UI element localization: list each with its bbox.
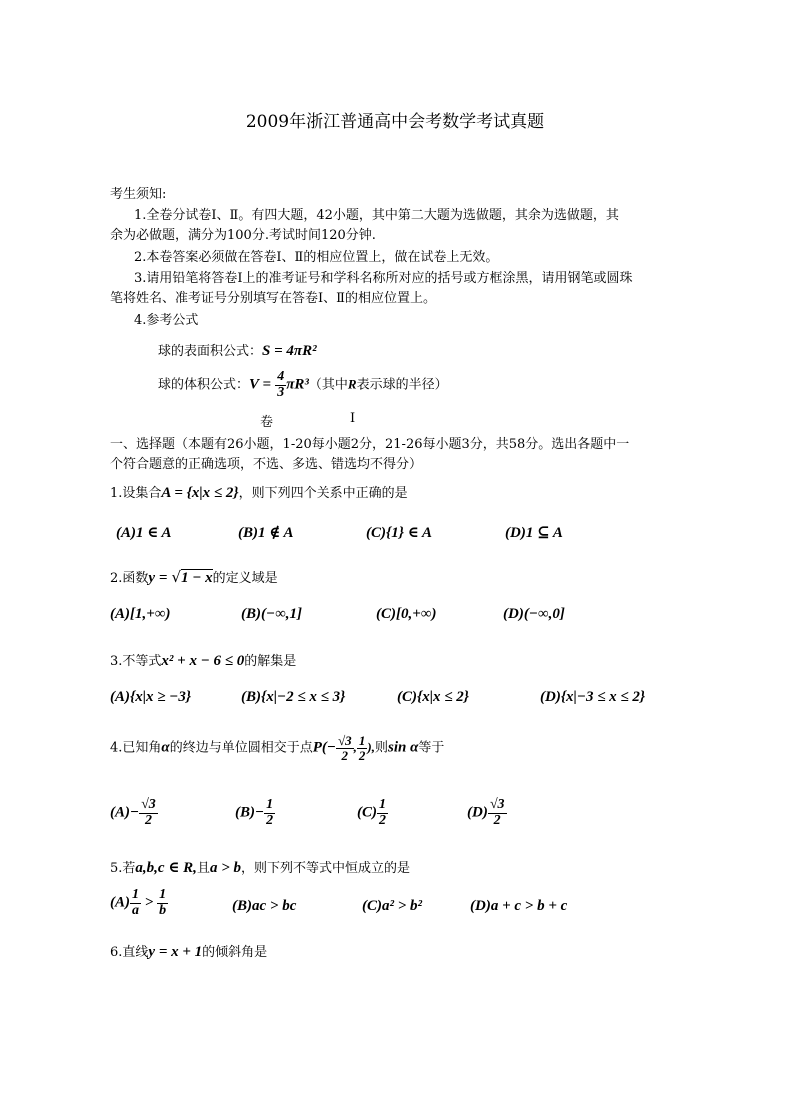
fraction-numerator: √3 [489,797,505,812]
q5-pre: 5.若 [110,861,136,876]
q1-option-d: (D)1 ⊆ A [505,525,563,541]
q3-math: x² + x − 6 ≤ 0 [161,653,245,669]
question-4 [110,734,444,762]
q1-option-b: (B)1 ∉ A [238,525,294,541]
fraction-denominator: 2 [266,812,274,828]
notice-item-2: 2.本卷答案必须做在答卷Ⅰ、Ⅱ的相应位置上，做在试卷上无效。 [134,250,499,265]
q4-alpha: α [161,739,170,756]
q4-option-c-label: (C) [357,804,377,821]
q1-pre: 1.设集合 [110,486,162,501]
q1-option-c: (C){1} ∈ A [366,525,432,541]
q5-option-a-frac1 [130,888,141,918]
formula-volume-pre: V = [249,376,272,393]
fraction-denominator: 3 [277,384,285,400]
q4-option-a [110,798,158,828]
q3-option-c: (C){x|x ≤ 2} [397,689,469,705]
section1-line1: 一、选择题（本题有26小题，1-20每小题2分，21-26每小题3分，共58分。选出各题中一 [110,437,630,452]
fraction-numerator: 1 [266,797,274,812]
q4-point-frac2 [357,734,368,762]
q1-option-a: (A)1 ∈ A [116,525,172,541]
q2-post: 的定义域是 [212,571,278,586]
q4-option-c [357,798,388,828]
notice-item-3b: 笔将姓名、准考证号分别填写在答卷Ⅰ、Ⅱ的相应位置上。 [110,291,436,306]
q4-option-b [235,798,275,828]
q6-post: 的倾斜角是 [202,945,268,960]
notice-item-3a: 3.请用铅笔将答卷Ⅰ上的准考证号和学科名称所对应的括号或方框涂黑，请用钢笔或圆珠 [134,271,633,286]
fraction-numerator: 1 [358,733,366,748]
q4-post-a: 则 [374,740,388,756]
formula-surface-label: 球的表面积公式： [158,344,263,359]
fraction-denominator: b [159,902,167,918]
fraction-numerator: 1 [159,887,167,902]
page-title: 2009年浙江普通高中会考数学考试真题 [245,112,545,132]
formula-volume [158,370,448,400]
q3-option-d: (D){x|−3 ≤ x ≤ 2} [540,689,646,705]
fraction-numerator: 4 [277,369,285,384]
formula-volume-label: 球的体积公式： [158,377,250,393]
q4-point-frac1 [336,734,354,762]
q2-math-b: 1 − x [181,570,213,586]
fraction-denominator: 2 [341,747,349,763]
notice-item-1b: 余为必做题，满分为100分.考试时间120分钟. [110,228,376,243]
formula-volume-post: πR³ [286,376,309,393]
question-6 [110,941,267,961]
q5-option-c: (C)a² > b² [362,898,423,914]
formula-note-b: 表示球的半径） [356,377,448,393]
fraction-numerator: √3 [337,733,352,748]
q5-math1: a,b,c ∈ R, [135,860,197,876]
fraction-denominator: 2 [358,747,366,763]
q4-option-b-label: (B)− [235,804,265,821]
q3-option-b: (B){x|−2 ≤ x ≤ 3} [241,689,346,705]
q1-post: ，则下列四个关系中正确的是 [238,486,408,501]
fraction-numerator: √3 [141,797,156,812]
q5-post: ，则下列不等式中恒成立的是 [241,861,411,876]
q4-point-b: , [353,739,357,755]
fraction-denominator: a [132,902,139,918]
q3-post: 的解集是 [244,654,297,669]
q4-option-a-frac [139,798,158,828]
notice-item-1a: 1.全卷分试卷Ⅰ、Ⅱ。有四大题，42小题，其中第二大题为选做题，其余为选做题，其 [134,208,619,223]
q3-option-a: (A){x|x ≥ −3} [110,689,192,705]
q4-pre: 4.已知角 [110,740,162,756]
notice-header: 考生须知: [110,187,167,202]
section1-line2: 个符合题意的正确选项，不选、多选、错选均不得分） [110,457,423,472]
question-2 [110,567,278,587]
q5-option-d: (D)a + c > b + c [470,898,568,914]
q5-option-a-gt: > [144,894,154,911]
sqrt-icon: √ [171,568,182,586]
formula-surface-area [158,340,317,360]
formula-note-var: R [347,376,357,392]
paper-label-num: Ⅰ [350,411,356,426]
formula-surface-math: S = 4πR² [262,343,317,359]
q6-pre: 6.直线 [110,945,149,960]
q5-option-a-frac2 [157,888,168,918]
q4-option-a-label: (A)− [110,804,140,821]
q2-option-a: (A)[1,+∞) [110,606,171,622]
q5-option-a [110,888,168,918]
q6-math: y = x + 1 [148,944,203,960]
q5-mid: 且 [196,861,210,876]
q4-option-d-label: (D) [467,804,488,821]
q4-post-b: 等于 [418,740,445,756]
q4-option-c-frac [377,798,388,828]
fraction-denominator: 2 [379,812,386,828]
q4-mid: 的终边与单位圆相交于点 [169,740,313,756]
q4-option-d [467,798,507,828]
question-5 [110,857,410,877]
q2-option-d: (D)(−∞,0] [503,606,565,622]
fraction-numerator: 1 [379,797,386,812]
q4-point-c: ), [367,739,375,755]
q2-option-b: (B)(−∞,1] [241,606,303,622]
fraction-denominator: 2 [493,812,501,828]
formula-volume-fraction [275,370,286,400]
q3-pre: 3.不等式 [110,654,162,669]
q4-sin: sin α [387,739,419,756]
q4-option-d-frac [488,798,507,828]
question-3 [110,650,296,670]
question-1 [110,482,408,502]
q1-math: A = {x|x ≤ 2} [161,485,239,501]
q4-point-a: P(− [312,739,336,756]
notice-item-4: 4.参考公式 [134,313,199,328]
fraction-denominator: 2 [144,812,152,828]
q2-math-a: y = [148,570,168,586]
fraction-numerator: 1 [132,887,139,902]
q4-option-b-frac [264,798,275,828]
formula-note-a: （其中 [308,377,348,393]
q2-pre: 2.函数 [110,571,149,586]
q5-math2: a > b [209,860,242,876]
paper-label-juan: 卷 [260,415,274,430]
q2-option-c: (C)[0,+∞) [376,606,437,622]
q5-option-a-label: (A) [110,894,130,911]
q5-option-b: (B)ac > bc [232,898,297,914]
